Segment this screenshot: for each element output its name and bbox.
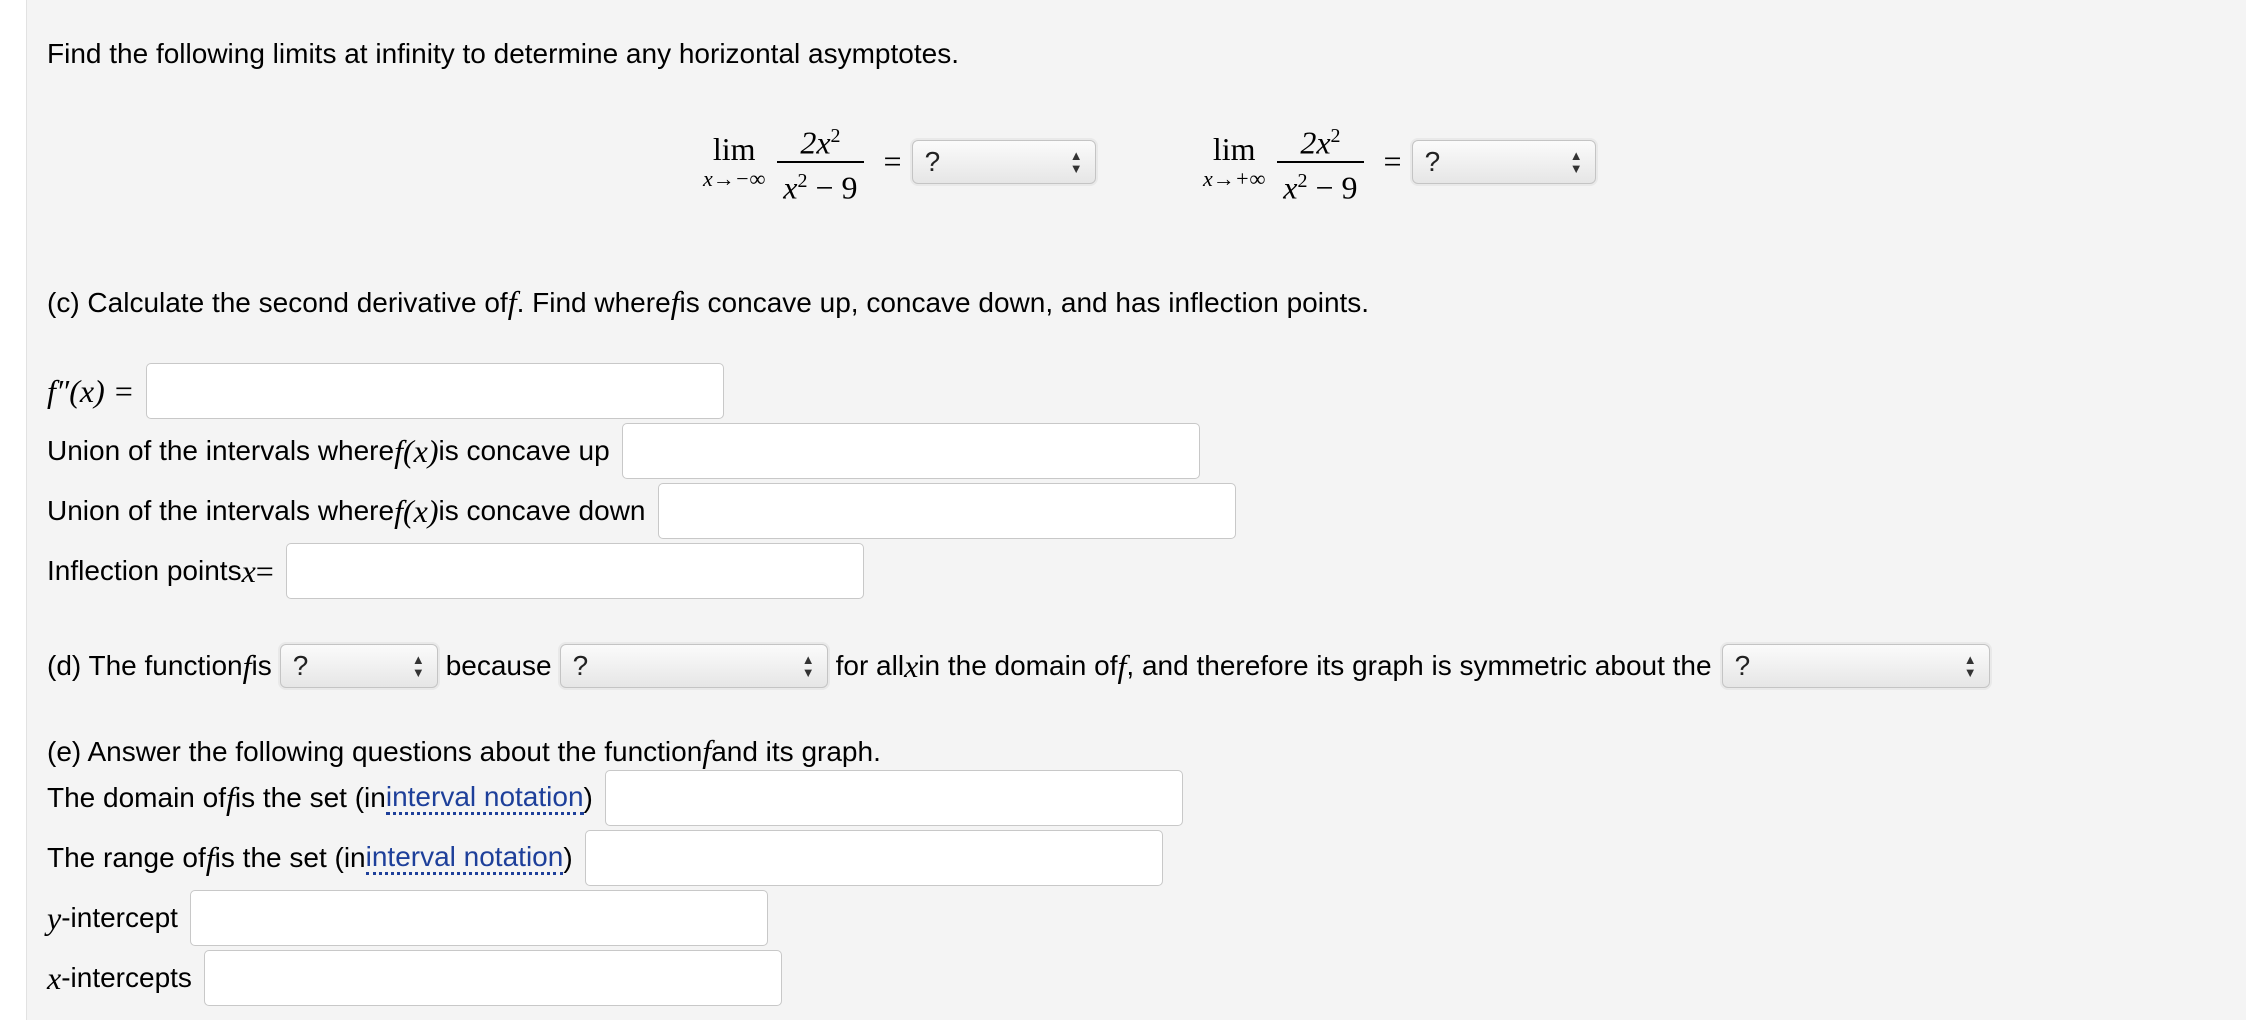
select-arrows-icon: ▲ ▼: [801, 652, 815, 680]
part-d-row: (d) The function f is ? ▲ ▼ because ? ▲ ▼ for all x in the domain of f , and therefore its graph is symmetric about the ? ▲ ▼: [47, 644, 1990, 688]
limit-minus-infinity-select[interactable]: ? ▲ ▼: [912, 140, 1096, 184]
domain-row: The domain of f is the set (in interval notation ): [47, 770, 1183, 826]
range-row: The range of f is the set (in interval notation ): [47, 830, 1163, 886]
select-arrows-icon: ▲ ▼: [1569, 147, 1583, 176]
concave-up-input[interactable]: [622, 423, 1200, 479]
domain-input[interactable]: [605, 770, 1183, 826]
part-c-heading: (c) Calculate the second derivative of f . Find where f is concave up, concave down, and has inflection points.: [47, 284, 1370, 320]
second-derivative-input[interactable]: [146, 363, 724, 419]
y-intercept-input[interactable]: [190, 890, 768, 946]
parity-select[interactable]: ? ▲ ▼: [280, 644, 438, 688]
concave-down-row: Union of the intervals where f(x) is concave down: [47, 483, 1236, 539]
problem-page: [26, 0, 2246, 1020]
intro-text: Find the following limits at infinity to determine any horizontal asymptotes.: [47, 38, 959, 69]
part-e-heading: (e) Answer the following questions about the function f and its graph.: [47, 733, 881, 769]
select-arrows-icon: ▲ ▼: [411, 652, 425, 680]
symmetry-select[interactable]: ? ▲ ▼: [1722, 644, 1990, 688]
concave-down-input[interactable]: [658, 483, 1236, 539]
fraction: $\frac{2x^2}{x^2 - 9}$: [1277, 118, 1363, 205]
limit-plus-infinity-select[interactable]: ? ▲ ▼: [1412, 140, 1596, 184]
concave-up-row: Union of the intervals where f(x) is concave up: [47, 423, 1200, 479]
select-arrows-icon: ▲ ▼: [1069, 147, 1083, 176]
y-intercept-row: y -intercept: [47, 890, 768, 946]
x-intercepts-row: x -intercepts: [47, 950, 782, 1006]
inflection-input[interactable]: [286, 543, 864, 599]
interval-notation-link[interactable]: interval notation: [386, 782, 584, 815]
x-intercepts-input[interactable]: [204, 950, 782, 1006]
range-input[interactable]: [585, 830, 1163, 886]
reason-select[interactable]: ? ▲ ▼: [560, 644, 828, 688]
select-arrows-icon: ▲ ▼: [1963, 652, 1977, 680]
fraction: $\frac{2x^2}{x^2 - 9}$: [777, 118, 863, 205]
limit-plus-infinity: lim x→+∞ $\frac{2x^2}{x^2 - 9}$ = ? ▲ ▼: [1203, 118, 1596, 205]
limit-minus-infinity: lim x→−∞ $\frac{2x^2}{x^2 - 9}$ = ? ▲ ▼: [703, 118, 1096, 205]
interval-notation-link[interactable]: interval notation: [366, 842, 564, 875]
inflection-row: Inflection points x =: [47, 543, 864, 599]
second-derivative-row: f″(x) =: [47, 363, 724, 419]
